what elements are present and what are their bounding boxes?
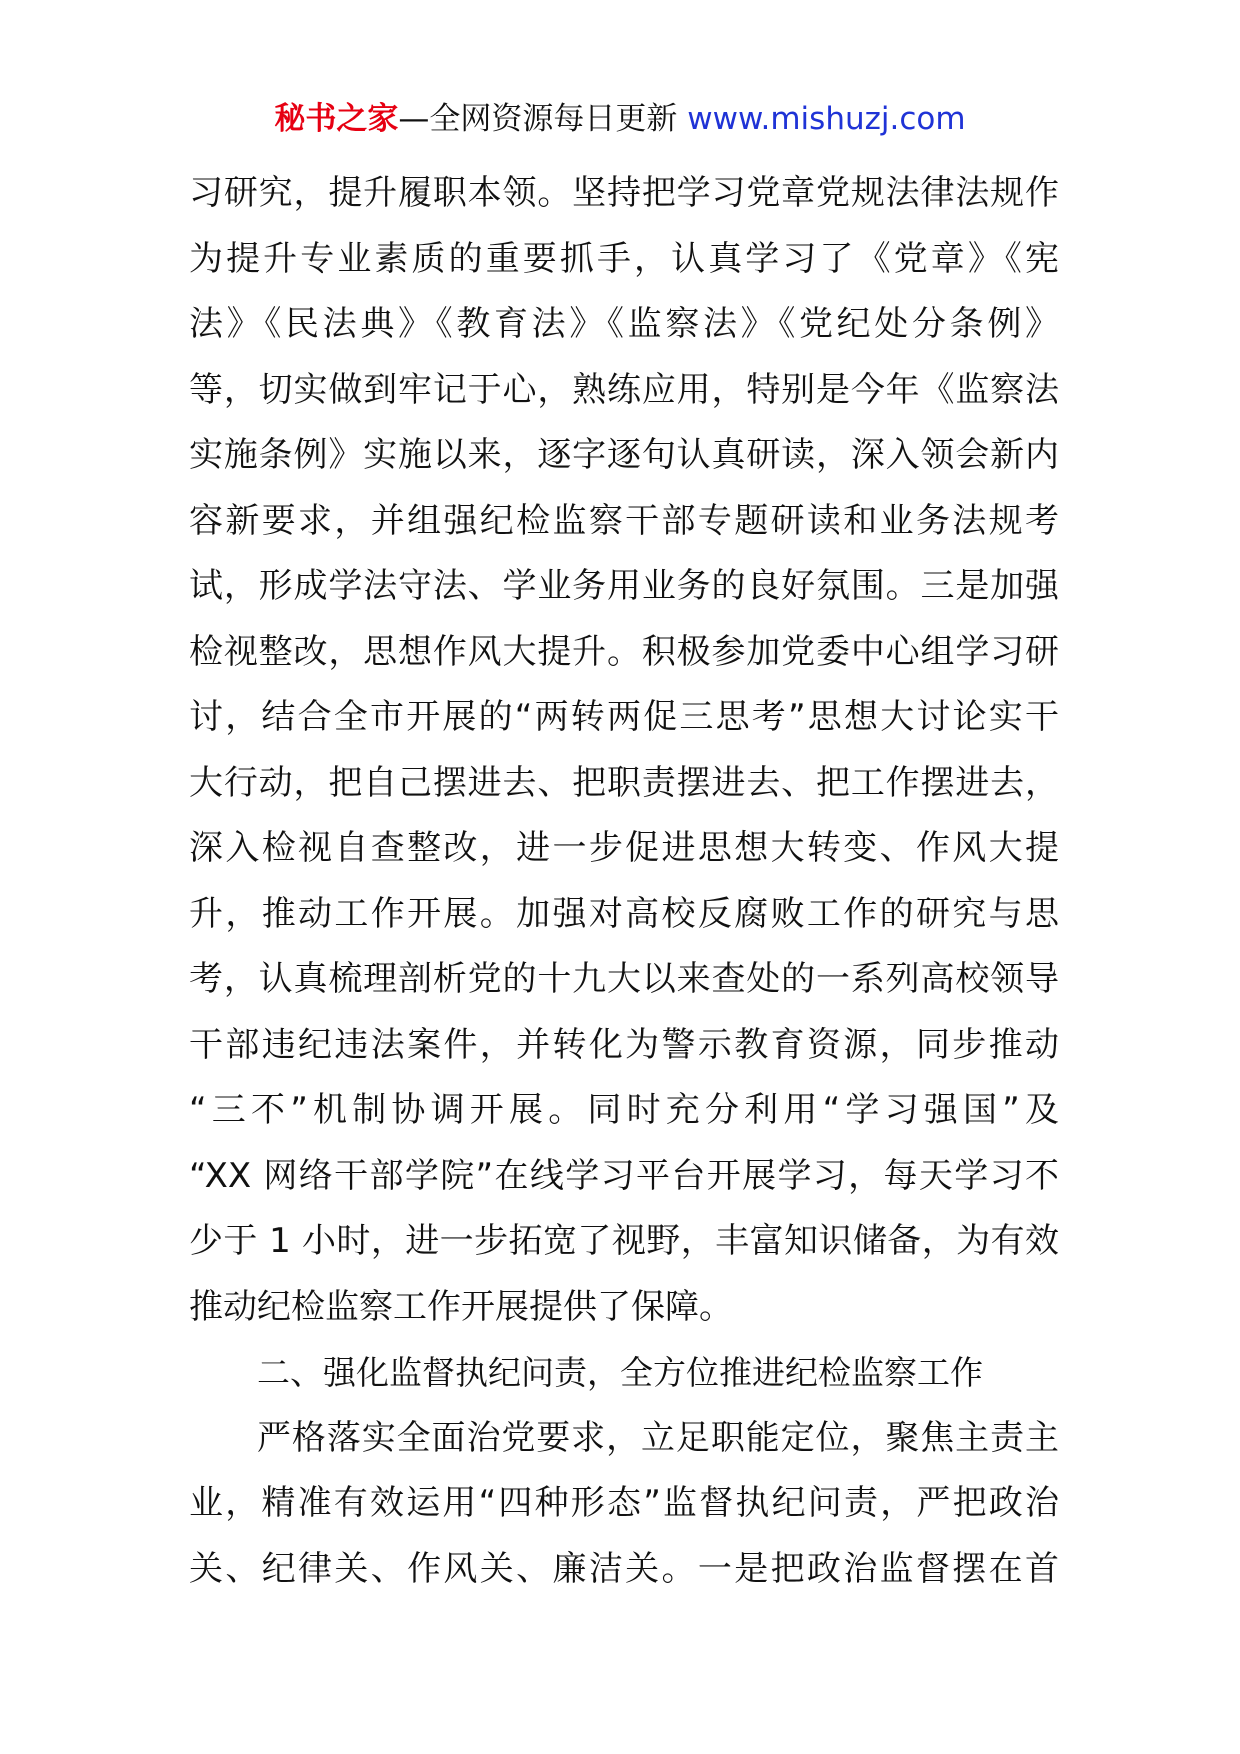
text-line: 深入检视自查整改，进一步促进思想大转变、作风大提 (189, 828, 1059, 868)
text-line: 讨，结合全市开展的“两转两促三思考”思想大讨论实干 (189, 697, 1059, 737)
text-line: 推动纪检监察工作开展提供了保障。 (189, 1286, 733, 1327)
text-line: 检视整改，思想作风大提升。积极参加党委中心组学习研 (189, 631, 1059, 672)
text-line: 法》《民法典》《教育法》《监察法》《党纪处分条例》 (189, 304, 1059, 344)
site-brand: 秘书之家 (274, 101, 399, 137)
text-line: 少于 1 小时，进一步拓宽了视野，丰富知识储备，为有效 (189, 1221, 1059, 1261)
text-line: 升，推动工作开展。加强对高校反腐败工作的研究与思 (189, 893, 1059, 934)
text-line: 大行动，把自己摆进去、把职责摆进去、把工作摆进去， (189, 762, 1059, 803)
text-line: 等，切实做到牢记于心，熟练应用，特别是今年《监察法 (189, 369, 1059, 410)
text-line: “三不”机制协调开展。同时充分利用“学习强国”及 (189, 1090, 1059, 1130)
text-line: 干部违纪违法案件，并转化为警示教育资源，同步推动 (189, 1024, 1059, 1065)
section-heading: 二、强化监督执纪问责，全方位推进纪检监察工作 (257, 1353, 983, 1392)
text-line: 关、纪律关、作风关、廉洁关。一是把政治监督摆在首 (189, 1548, 1059, 1589)
site-slogan: —全网资源每日更新 (398, 101, 678, 137)
text-line: 试，形成学法守法、学业务用业务的良好氛围。三是加强 (189, 566, 1059, 606)
text-line: “XX 网络干部学院”在线学习平台开展学习，每天学习不 (189, 1155, 1059, 1196)
text-line: 为提升专业素质的重要抓手，认真学习了《党章》《宪 (189, 238, 1059, 279)
text-line: 习研究，提升履职本领。坚持把学习党章党规法律法规作 (189, 173, 1059, 213)
text-line: 考，认真梳理剖析党的十九大以来查处的一系列高校领导 (189, 959, 1059, 999)
text-line: 容新要求，并组强纪检监察干部专题研读和业务法规考 (189, 500, 1059, 541)
document-body (189, 161, 1059, 1602)
site-url-link[interactable]: www.mishuzj.com (687, 101, 966, 137)
text-line: 实施条例》实施以来，逐字逐句认真研读，深入领会新内 (189, 435, 1059, 475)
text-line: 严格落实全面治党要求，立足职能定位，聚焦主责主 (257, 1417, 1059, 1458)
site-header (0, 96, 1240, 142)
text-line: 业，精准有效运用“四种形态”监督执纪问责，严把政治 (189, 1483, 1059, 1523)
